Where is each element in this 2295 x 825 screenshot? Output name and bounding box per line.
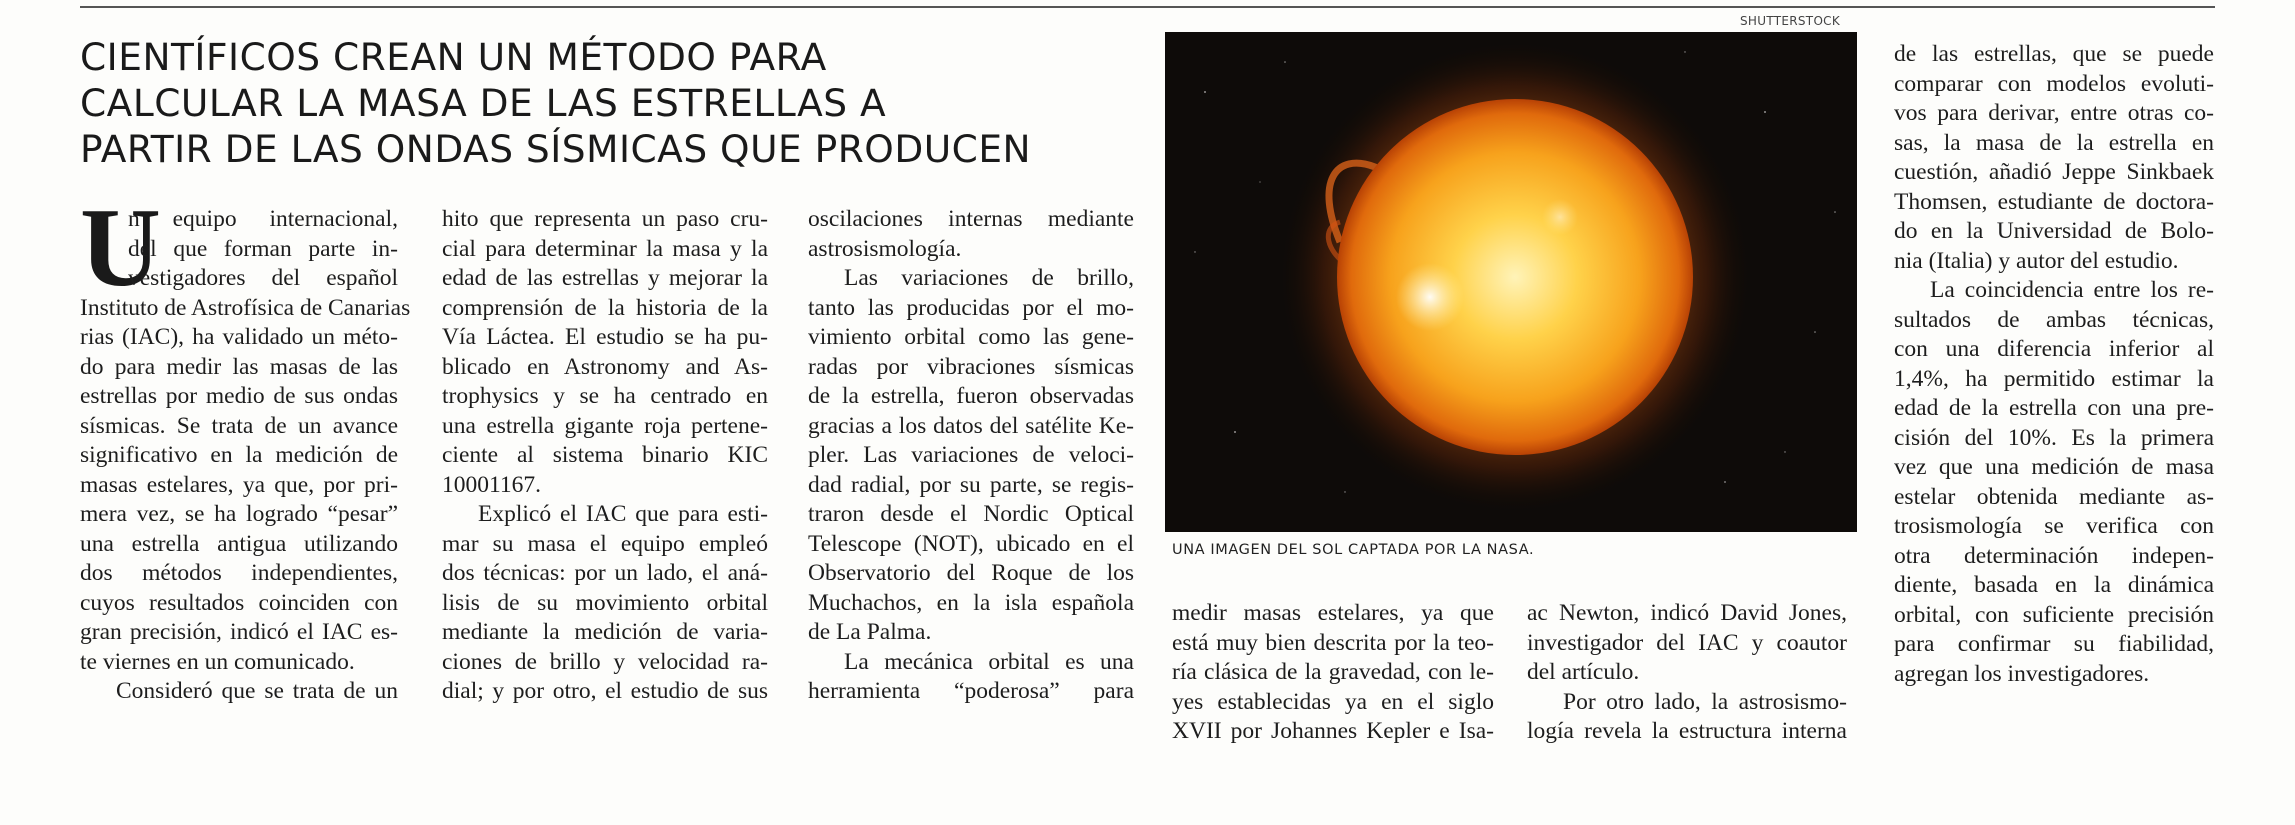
article-column-4 <box>1172 599 1494 747</box>
text-line: trophysics y se ha centrado en <box>442 383 768 409</box>
text-line: te viernes en un comunicado. <box>80 648 355 675</box>
text-line: está muy bien descrita por la teo- <box>1172 629 1494 656</box>
text-line: sas, la masa de la estrella en <box>1894 129 2214 156</box>
text-line: dos técnicas: por un lado, el aná- <box>442 560 768 586</box>
text-line: ciones de brillo y velocidad ra- <box>442 648 768 675</box>
text-line: dad radial, por su parte, se regis- <box>808 471 1134 498</box>
text-line: trosismología se verifica con <box>1894 513 2214 539</box>
text-line: do para medir las masas de las <box>80 353 398 380</box>
text-line: XVII por Johannes Kepler e Isa- <box>1172 718 1494 744</box>
text-line: para confirmar su fiabilidad, <box>1894 631 2214 657</box>
text-line: ciente al sistema binario KIC <box>442 442 768 468</box>
text-line: edad de las estrellas y mejorar la <box>442 265 768 291</box>
text-line: traron desde el Nordic Optical <box>808 501 1134 527</box>
text-line: La mecánica orbital es una <box>844 648 1134 675</box>
headline-line: CIENTÍFICOS CREAN UN MÉTODO PARA <box>80 35 827 79</box>
text-line: Las variaciones de brillo, <box>844 265 1134 291</box>
text-line: vimiento orbital como las gene- <box>808 324 1134 350</box>
text-line: 10001167. <box>442 471 542 498</box>
text-line: Thomsen, estudiante de doctora- <box>1894 188 2214 215</box>
text-line: de las estrellas, que se puede <box>1894 41 2214 67</box>
text-line: pler. Las variaciones de veloci- <box>808 442 1134 468</box>
text-line: vestigadores del español <box>128 265 398 291</box>
text-line: nia (Italia) y autor del estudio. <box>1894 247 2179 274</box>
text-line: una estrella antigua utilizando <box>80 530 398 557</box>
text-line: oscilaciones internas mediante <box>808 206 1134 232</box>
text-line: vez que una medición de masa <box>1894 454 2214 480</box>
text-line: ría clásica de la gravedad, con le- <box>1172 659 1494 685</box>
text-line: La coincidencia entre los re- <box>1930 277 2214 303</box>
photo-credit: SHUTTERSTOCK <box>1740 14 1841 28</box>
text-line: gran precisión, indicó el IAC es- <box>80 619 398 645</box>
text-line: de la estrella, fueron observadas <box>808 383 1134 409</box>
text-line: Por otro lado, la astrosismo- <box>1563 688 1847 715</box>
text-line: cuyos resultados coinciden con <box>80 589 398 616</box>
text-line: Consideró que se trata de un <box>116 678 398 704</box>
text-line: herramienta “poderosa” para <box>808 678 1134 704</box>
text-line: mera vez, se ha logrado “pesar” <box>80 501 398 527</box>
text-line: blicado en Astronomy and As- <box>442 353 768 380</box>
text-line: logía revela la estructura interna <box>1527 718 1847 744</box>
headline <box>80 34 1160 172</box>
text-line: dial; y por otro, el estudio de sus <box>442 678 768 704</box>
text-line: vos para derivar, entre otras co- <box>1894 100 2214 126</box>
text-line: otra determinación indepen- <box>1894 542 2214 569</box>
article-column-2 <box>442 205 768 707</box>
text-line: 1,4%, ha permitido estimar la <box>1894 365 2214 392</box>
text-line: diente, basada en la dinámica <box>1894 572 2214 598</box>
text-line: Muchachos, en la isla española <box>808 589 1134 616</box>
text-line: Observatorio del Roque de los <box>808 560 1134 586</box>
text-line: orbital, con suficiente precisión <box>1894 601 2214 628</box>
text-line: Instituto de Astrofísica de Canarias <box>80 294 411 321</box>
text-line: significativo en la medición de <box>80 442 398 468</box>
text-line: cisión del 10%. Es la primera <box>1894 424 2214 451</box>
text-line: estelar obtenida mediante as- <box>1894 483 2214 510</box>
text-line: de La Palma. <box>808 619 932 645</box>
text-line: sísmicas. Se trata de un avance <box>80 412 398 439</box>
text-line: mar su masa el equipo empleó <box>442 530 768 557</box>
text-line: Telescope (NOT), ubicado en el <box>808 530 1134 557</box>
text-line: ac Newton, indicó David Jones, <box>1527 600 1847 626</box>
text-line: astrosismología. <box>808 235 962 262</box>
text-line: mediante la medición de varia- <box>442 619 768 645</box>
text-line: rias (IAC), ha validado un méto- <box>80 324 398 350</box>
text-line: radas por vibraciones sísmicas <box>808 353 1134 380</box>
text-line: comprensión de la historia de la <box>442 294 768 321</box>
article-column-6 <box>1894 40 2214 689</box>
text-line: estrellas por medio de sus ondas <box>80 383 398 409</box>
text-line: do en la Universidad de Bolo- <box>1894 218 2214 244</box>
top-rule <box>80 6 2215 8</box>
text-line: masas estelares, ya que, por pri- <box>80 471 398 498</box>
text-line: dos métodos independientes, <box>80 560 398 586</box>
sun-photo <box>1165 32 1857 532</box>
text-line: yes establecidas ya en el siglo <box>1172 688 1494 715</box>
text-line: comparar con modelos evoluti- <box>1894 70 2214 97</box>
article-column-1 <box>80 186 411 707</box>
photo-caption: UNA IMAGEN DEL SOL CAPTADA POR LA NASA. <box>1172 542 1535 558</box>
text-line: hito que representa un paso cru- <box>442 206 768 232</box>
text-line: gracias a los datos del satélite Ke- <box>808 412 1134 439</box>
text-line: medir masas estelares, ya que <box>1172 600 1494 626</box>
text-line: Vía Láctea. El estudio se ha pu- <box>442 324 768 350</box>
text-line: Explicó el IAC que para esti- <box>478 501 768 527</box>
headline-line: CALCULAR LA MASA DE LAS ESTRELLAS A <box>80 81 887 125</box>
sun-illustration <box>1165 32 1857 532</box>
text-line: edad de la estrella con una pre- <box>1894 395 2214 421</box>
text-line: con una diferencia inferior al <box>1894 336 2214 362</box>
article-column-5 <box>1527 599 1847 747</box>
text-line: tanto las producidas por el mo- <box>808 294 1134 321</box>
text-line: lisis de su movimiento orbital <box>442 589 768 616</box>
text-line: investigador del IAC y coautor <box>1527 629 1847 656</box>
headline-line: PARTIR DE LAS ONDAS SÍSMICAS QUE PRODUCEN <box>80 127 1032 171</box>
article-column-3 <box>808 205 1134 707</box>
text-line: cial para determinar la masa y la <box>442 235 768 262</box>
text-line: sultados de ambas técnicas, <box>1894 306 2214 333</box>
text-line: n equipo internacional, <box>128 206 398 232</box>
text-line: agregan los investigadores. <box>1894 660 2150 687</box>
text-line: cuestión, añadió Jeppe Sinkbaek <box>1894 159 2214 185</box>
text-line: una estrella gigante roja pertene- <box>442 412 768 439</box>
text-line: del que forman parte in- <box>128 235 398 262</box>
drop-cap: U <box>80 186 161 310</box>
text-line: del artículo. <box>1527 659 1640 685</box>
